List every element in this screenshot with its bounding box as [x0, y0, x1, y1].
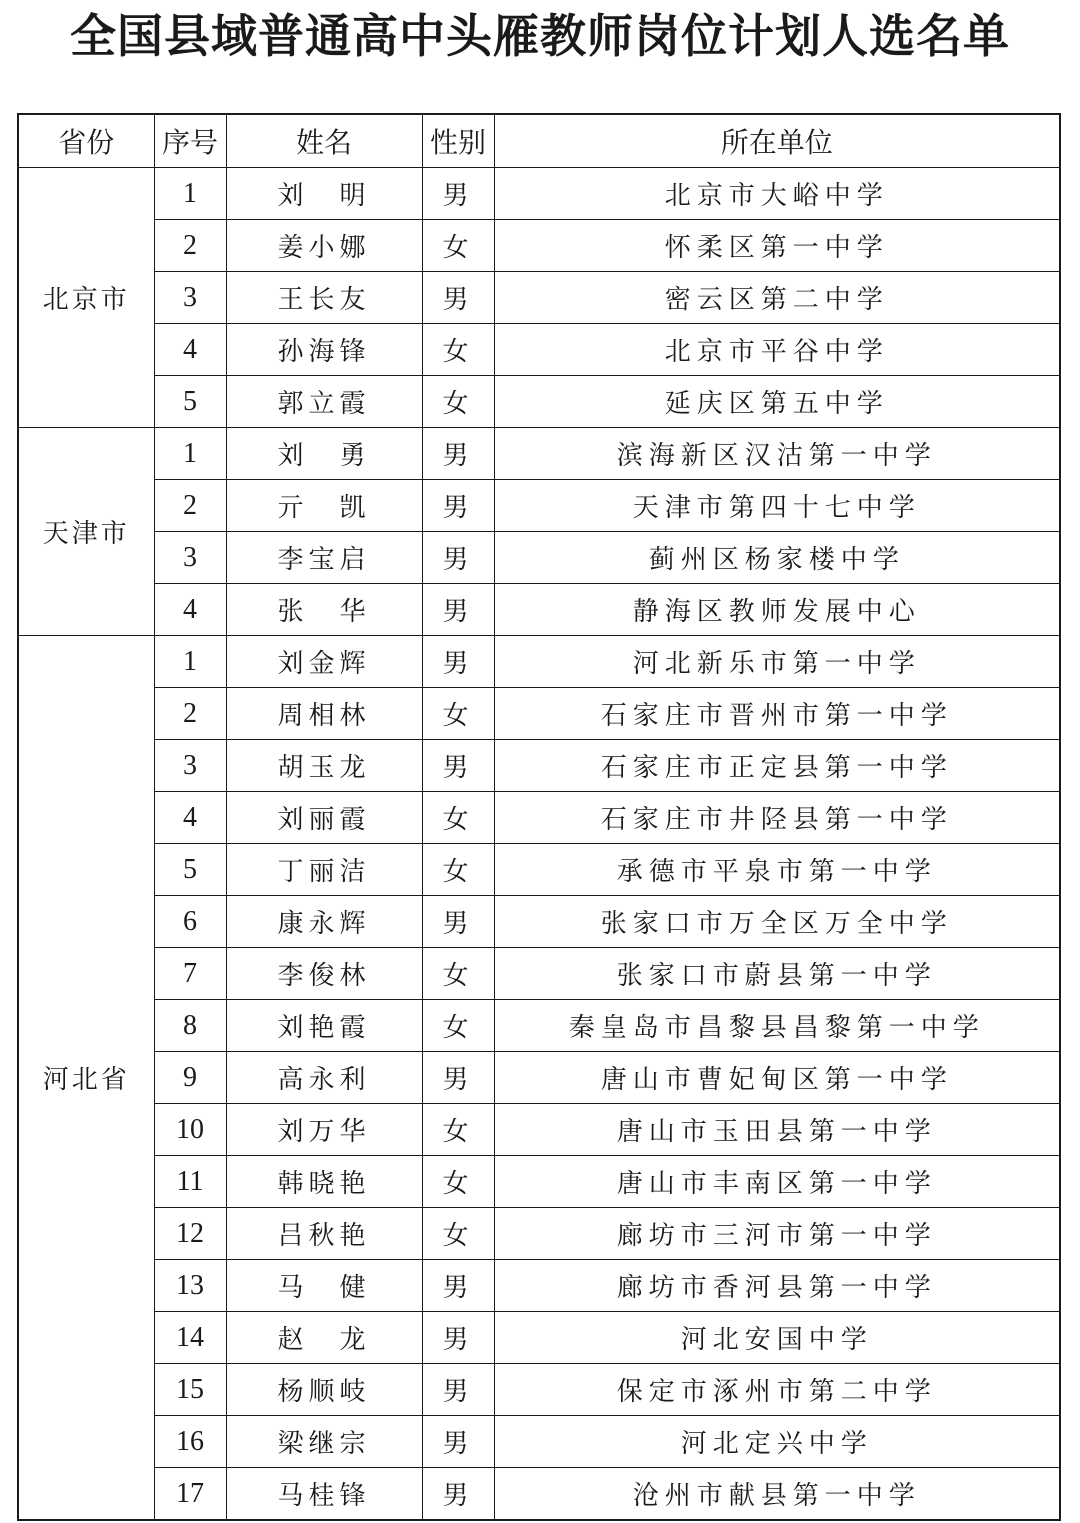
gender-cell: 男 — [422, 428, 494, 480]
unit-cell: 唐山市丰南区第一中学 — [494, 1156, 1060, 1208]
table-row — [18, 376, 1060, 428]
unit-cell: 张家口市蔚县第一中学 — [494, 948, 1060, 1000]
table-row — [18, 740, 1060, 792]
page-title: 全国县域普通高中头雁教师岗位计划人选名单 — [70, 9, 1010, 63]
name-cell: 张 华 — [226, 584, 422, 636]
name-cell: 梁继宗 — [226, 1416, 422, 1468]
gender-cell: 男 — [422, 896, 494, 948]
unit-cell: 沧州市献县第一中学 — [494, 1468, 1060, 1521]
seq-cell: 3 — [154, 272, 226, 324]
seq-cell: 15 — [154, 1364, 226, 1416]
name-cell: 刘 勇 — [226, 428, 422, 480]
table-row — [18, 1312, 1060, 1364]
table-row — [18, 272, 1060, 324]
unit-cell: 河北安国中学 — [494, 1312, 1060, 1364]
unit-cell: 河北新乐市第一中学 — [494, 636, 1060, 688]
seq-cell: 1 — [154, 636, 226, 688]
gender-cell: 女 — [422, 792, 494, 844]
seq-cell: 5 — [154, 376, 226, 428]
gender-cell: 女 — [422, 844, 494, 896]
unit-cell: 唐山市玉田县第一中学 — [494, 1104, 1060, 1156]
name-cell: 李宝启 — [226, 532, 422, 584]
seq-cell: 8 — [154, 1000, 226, 1052]
table-row — [18, 792, 1060, 844]
name-cell: 刘艳霞 — [226, 1000, 422, 1052]
gender-cell: 男 — [422, 740, 494, 792]
gender-cell: 男 — [422, 636, 494, 688]
name-cell: 郭立霞 — [226, 376, 422, 428]
unit-cell: 唐山市曹妃甸区第一中学 — [494, 1052, 1060, 1104]
name-cell: 孙海锋 — [226, 324, 422, 376]
seq-cell: 3 — [154, 532, 226, 584]
gender-cell: 男 — [422, 532, 494, 584]
unit-cell: 静海区教师发展中心 — [494, 584, 1060, 636]
table-row — [18, 480, 1060, 532]
unit-cell: 廊坊市三河市第一中学 — [494, 1208, 1060, 1260]
unit-cell: 天津市第四十七中学 — [494, 480, 1060, 532]
unit-cell: 延庆区第五中学 — [494, 376, 1060, 428]
gender-cell: 男 — [422, 1364, 494, 1416]
name-cell: 杨顺岐 — [226, 1364, 422, 1416]
unit-cell: 廊坊市香河县第一中学 — [494, 1260, 1060, 1312]
seq-cell: 4 — [154, 584, 226, 636]
seq-cell: 4 — [154, 324, 226, 376]
column-header-province: 省份 — [18, 114, 154, 168]
unit-cell: 石家庄市晋州市第一中学 — [494, 688, 1060, 740]
seq-cell: 5 — [154, 844, 226, 896]
name-cell: 王长友 — [226, 272, 422, 324]
seq-cell: 10 — [154, 1104, 226, 1156]
seq-cell: 11 — [154, 1156, 226, 1208]
table-row — [18, 1156, 1060, 1208]
seq-cell: 9 — [154, 1052, 226, 1104]
table-row — [18, 896, 1060, 948]
gender-cell: 女 — [422, 1104, 494, 1156]
column-header-name: 姓名 — [226, 114, 422, 168]
unit-cell: 蓟州区杨家楼中学 — [494, 532, 1060, 584]
seq-cell: 17 — [154, 1468, 226, 1521]
province-cell: 北京市 — [18, 168, 154, 428]
gender-cell: 男 — [422, 1468, 494, 1521]
name-cell: 马桂锋 — [226, 1468, 422, 1521]
column-header-gender: 性别 — [422, 114, 494, 168]
seq-cell: 1 — [154, 168, 226, 220]
table-row — [18, 220, 1060, 272]
seq-cell: 16 — [154, 1416, 226, 1468]
gender-cell: 男 — [422, 1260, 494, 1312]
table-row — [18, 428, 1060, 480]
name-cell: 刘 明 — [226, 168, 422, 220]
gender-cell: 男 — [422, 1416, 494, 1468]
name-cell: 刘金辉 — [226, 636, 422, 688]
unit-cell: 张家口市万全区万全中学 — [494, 896, 1060, 948]
gender-cell: 男 — [422, 480, 494, 532]
unit-cell: 秦皇岛市昌黎县昌黎第一中学 — [494, 1000, 1060, 1052]
seq-cell: 2 — [154, 220, 226, 272]
table-row — [18, 1468, 1060, 1521]
unit-cell: 密云区第二中学 — [494, 272, 1060, 324]
gender-cell: 女 — [422, 376, 494, 428]
candidate-table — [17, 113, 1061, 1521]
province-cell: 河北省 — [18, 636, 154, 1521]
seq-cell: 12 — [154, 1208, 226, 1260]
seq-cell: 7 — [154, 948, 226, 1000]
seq-cell: 2 — [154, 480, 226, 532]
table-header-row — [18, 114, 1060, 168]
seq-cell: 2 — [154, 688, 226, 740]
table-row — [18, 1104, 1060, 1156]
gender-cell: 男 — [422, 584, 494, 636]
seq-cell: 13 — [154, 1260, 226, 1312]
name-cell: 周相林 — [226, 688, 422, 740]
table-row — [18, 688, 1060, 740]
unit-cell: 石家庄市正定县第一中学 — [494, 740, 1060, 792]
province-cell: 天津市 — [18, 428, 154, 636]
name-cell: 李俊林 — [226, 948, 422, 1000]
name-cell: 胡玉龙 — [226, 740, 422, 792]
unit-cell: 北京市大峪中学 — [494, 168, 1060, 220]
name-cell: 丁丽洁 — [226, 844, 422, 896]
name-cell: 马 健 — [226, 1260, 422, 1312]
seq-cell: 3 — [154, 740, 226, 792]
gender-cell: 女 — [422, 688, 494, 740]
unit-cell: 河北定兴中学 — [494, 1416, 1060, 1468]
table-body — [18, 168, 1060, 1521]
table-row — [18, 948, 1060, 1000]
name-cell: 姜小娜 — [226, 220, 422, 272]
unit-cell: 石家庄市井陉县第一中学 — [494, 792, 1060, 844]
seq-cell: 4 — [154, 792, 226, 844]
table-row — [18, 1260, 1060, 1312]
table-row — [18, 844, 1060, 896]
gender-cell: 女 — [422, 948, 494, 1000]
seq-cell: 6 — [154, 896, 226, 948]
name-cell: 赵 龙 — [226, 1312, 422, 1364]
gender-cell: 女 — [422, 1208, 494, 1260]
name-cell: 刘丽霞 — [226, 792, 422, 844]
gender-cell: 女 — [422, 220, 494, 272]
unit-cell: 滨海新区汉沽第一中学 — [494, 428, 1060, 480]
column-header-unit: 所在单位 — [494, 114, 1060, 168]
name-cell: 刘万华 — [226, 1104, 422, 1156]
table-row — [18, 1208, 1060, 1260]
table-row — [18, 324, 1060, 376]
table-row — [18, 1000, 1060, 1052]
name-cell: 吕秋艳 — [226, 1208, 422, 1260]
table-row — [18, 532, 1060, 584]
gender-cell: 男 — [422, 168, 494, 220]
gender-cell: 女 — [422, 1156, 494, 1208]
table-row — [18, 584, 1060, 636]
seq-cell: 1 — [154, 428, 226, 480]
gender-cell: 男 — [422, 272, 494, 324]
unit-cell: 北京市平谷中学 — [494, 324, 1060, 376]
unit-cell: 承德市平泉市第一中学 — [494, 844, 1060, 896]
name-cell: 亓 凯 — [226, 480, 422, 532]
gender-cell: 男 — [422, 1052, 494, 1104]
column-header-seq: 序号 — [154, 114, 226, 168]
unit-cell: 怀柔区第一中学 — [494, 220, 1060, 272]
table-row — [18, 636, 1060, 688]
gender-cell: 女 — [422, 324, 494, 376]
table-row — [18, 1052, 1060, 1104]
gender-cell: 男 — [422, 1312, 494, 1364]
table-row — [18, 168, 1060, 220]
gender-cell: 女 — [422, 1000, 494, 1052]
name-cell: 韩晓艳 — [226, 1156, 422, 1208]
table-row — [18, 1364, 1060, 1416]
table-row — [18, 1416, 1060, 1468]
name-cell: 康永辉 — [226, 896, 422, 948]
unit-cell: 保定市涿州市第二中学 — [494, 1364, 1060, 1416]
seq-cell: 14 — [154, 1312, 226, 1364]
name-cell: 高永利 — [226, 1052, 422, 1104]
